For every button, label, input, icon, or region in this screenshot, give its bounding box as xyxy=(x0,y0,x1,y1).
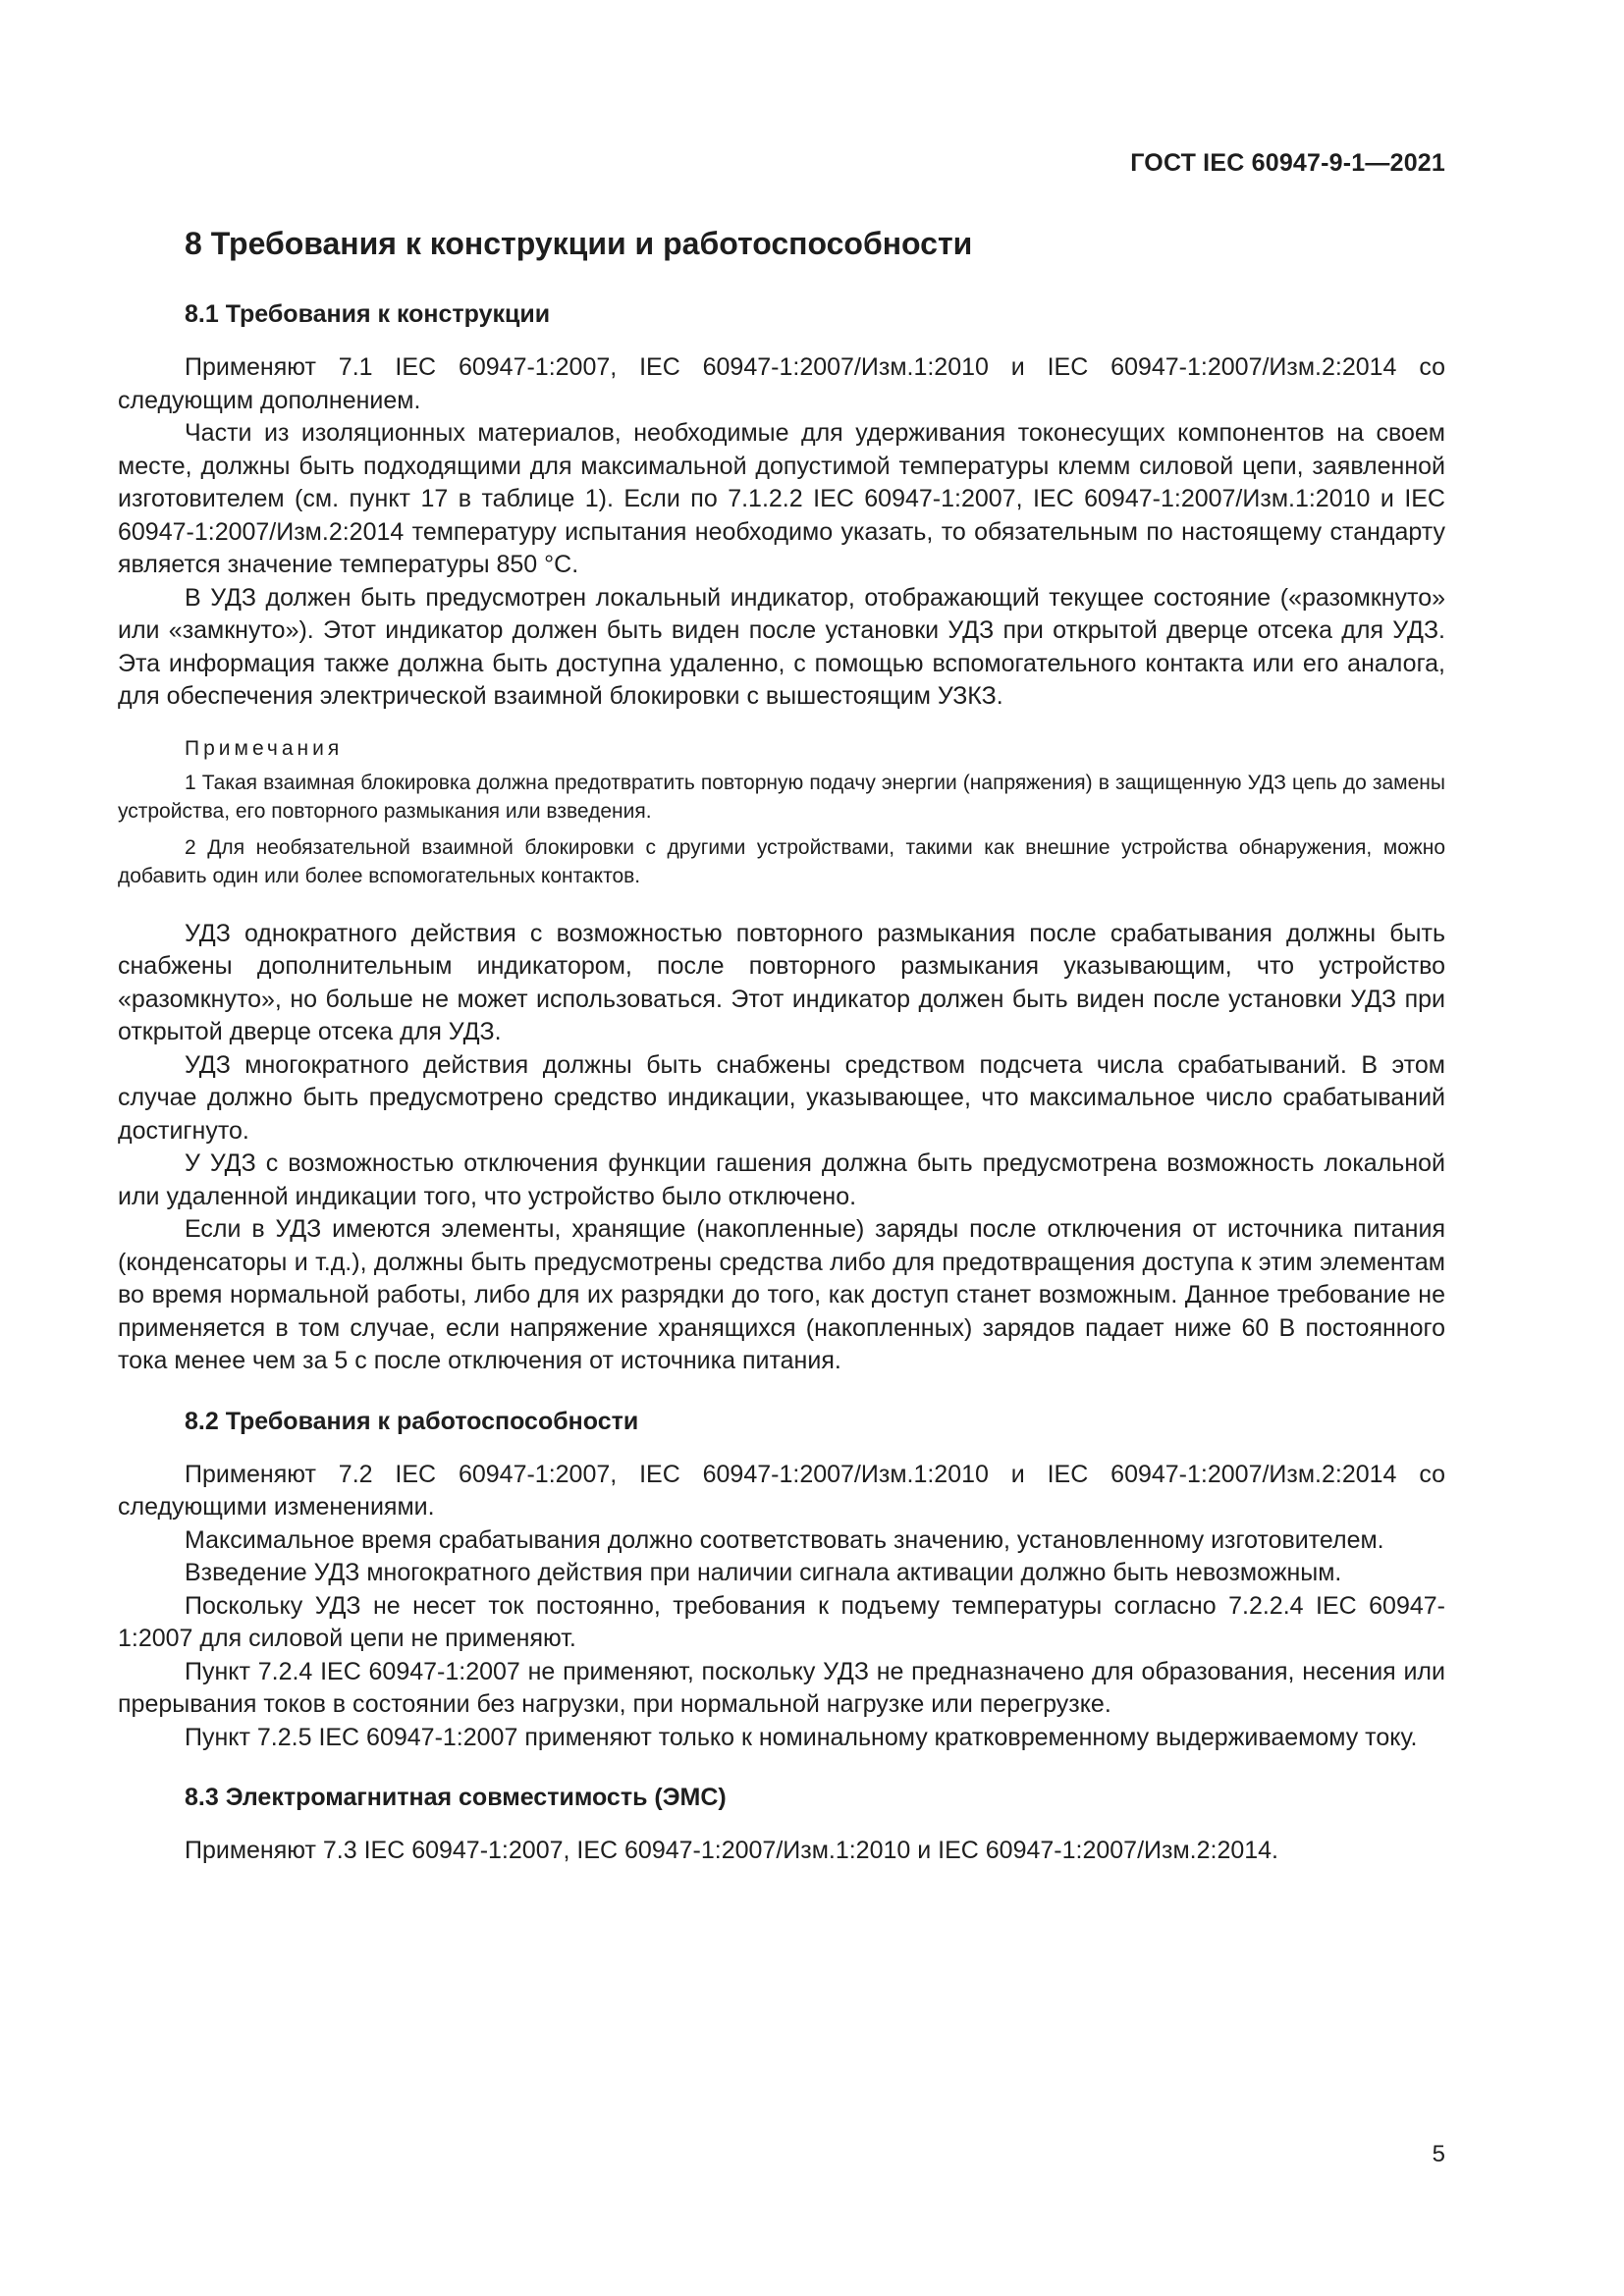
notes-title: Примечания xyxy=(185,736,344,760)
paragraph: УДЗ однократного действия с возможностью повторного размыкания после срабатывания должны быть снабжены дополнительным индикатором, после повторного размыкания указывающим, что устройство «разомкнуто», но больше не может использоваться. Этот индикатор должен быть виден после установки УДЗ при открытой дверце отсека для УДЗ. xyxy=(118,919,1445,1045)
paragraph: Пункт 7.2.5 IEC 60947-1:2007 применяют только к номинальному кратковременному выдерживаемому току. xyxy=(185,1723,1418,1751)
paragraph: Части из изоляционных материалов, необходимые для удерживания токонесущих компонентов на своем месте, должны быть подходящими для максимальной допустимой температуры клемм силовой цепи, заявленной изготовителем (см. пункт 17 в таблице 1). Если по 7.1.2.2 IEC 60947-1:2007, IEC 60947-1:2007/Изм.1:2010 и IEC 60947-1:2007/Изм.2:2014 температуру испытания необходимо указать, то обязательным по настоящему стандарту является значение температуры 850 °С. xyxy=(118,419,1445,578)
paragraph: УДЗ многократного действия должны быть снабжены средством подсчета числа срабатываний. В этом случае должно быть предусмотрено средство индикации, указывающее, что максимальное число срабатываний достигнуто. xyxy=(118,1050,1445,1145)
paragraph: Максимальное время срабатывания должно соответствовать значению, установленному изготовителем. xyxy=(185,1525,1384,1554)
paragraph: Применяют 7.1 IEC 60947-1:2007, IEC 60947-1:2007/Изм.1:2010 и IEC 60947-1:2007/Изм.2:2014 со следующим дополнением. xyxy=(118,353,1445,414)
note-1: 1 Такая взаимная блокировка должна предотвратить повторную подачу энергии (напряжения) в защищенную УДЗ цепь до замены устройства, его повторного размыкания или взведения. xyxy=(118,771,1445,823)
paragraph: Применяют 7.3 IEC 60947-1:2007, IEC 60947-1:2007/Изм.1:2010 и IEC 60947-1:2007/Изм.2:2014. xyxy=(185,1837,1279,1864)
section-8-1-title: 8.1 Требования к конструкции xyxy=(185,300,551,328)
paragraph: Взведение УДЗ многократного действия при наличии сигнала активации должно быть невозможным. xyxy=(185,1559,1342,1586)
paragraph: В УДЗ должен быть предусмотрен локальный индикатор, отображающий текущее состояние («разомкнуто» или «замкнуто»). Этот индикатор должен быть виден после установки УДЗ при открытой дверце отсека для УДЗ. Эта информация также должна быть доступна удаленно, с помощью вспомогательного контакта или его аналога, для обеспечения электрической взаимной блокировки с вышестоящим УЗКЗ. xyxy=(118,583,1445,710)
paragraph: У УДЗ с возможностью отключения функции гашения должна быть предусмотрена возможность локальной или удаленной индикации того, что устройство было отключено. xyxy=(118,1149,1445,1210)
paragraph: Поскольку УДЗ не несет ток постоянно, требования к подъему температуры согласно 7.2.2.4 IEC 60947-1:2007 для силовой цепи не применяют. xyxy=(118,1591,1445,1652)
paragraph: Если в УДЗ имеются элементы, хранящие (накопленные) заряды после отключения от источника питания (конденсаторы и т.д.), должны быть предусмотрены средства либо для предотвращения доступа к этим элементам во время нормальной работы, либо для их разрядки до того, как доступ станет возможным. Данное требование не применяется в том случае, если напряжение хранящихся (накопленных) зарядов падает ниже 60 В постоянного тока менее чем за 5 с после отключения от источника питания. xyxy=(118,1215,1445,1374)
section-8-3-title: 8.3 Электромагнитная совместимость (ЭМС) xyxy=(185,1784,727,1811)
section-8-title: 8 Требования к конструкции и работоспособности xyxy=(185,226,973,261)
paragraph: Применяют 7.2 IEC 60947-1:2007, IEC 60947-1:2007/Изм.1:2010 и IEC 60947-1:2007/Изм.2:2014 со следующими изменениями. xyxy=(118,1460,1445,1521)
paragraph: Пункт 7.2.4 IEC 60947-1:2007 не применяют, поскольку УДЗ не предназначено для образования, несения или прерывания токов в состоянии без нагрузки, при нормальной нагрузке или перегрузке. xyxy=(118,1657,1445,1718)
standard-code-header: ГОСТ IEC 60947-9-1—2021 xyxy=(1130,149,1445,177)
page-number: 5 xyxy=(1432,2141,1445,2167)
section-8-2-title: 8.2 Требования к работоспособности xyxy=(185,1407,639,1435)
note-2: 2 Для необязательной взаимной блокировки с другими устройствами, такими как внешние устройства обнаружения, можно добавить один или более вспомогательных контактов. xyxy=(118,835,1445,887)
document-body xyxy=(118,224,1445,1868)
